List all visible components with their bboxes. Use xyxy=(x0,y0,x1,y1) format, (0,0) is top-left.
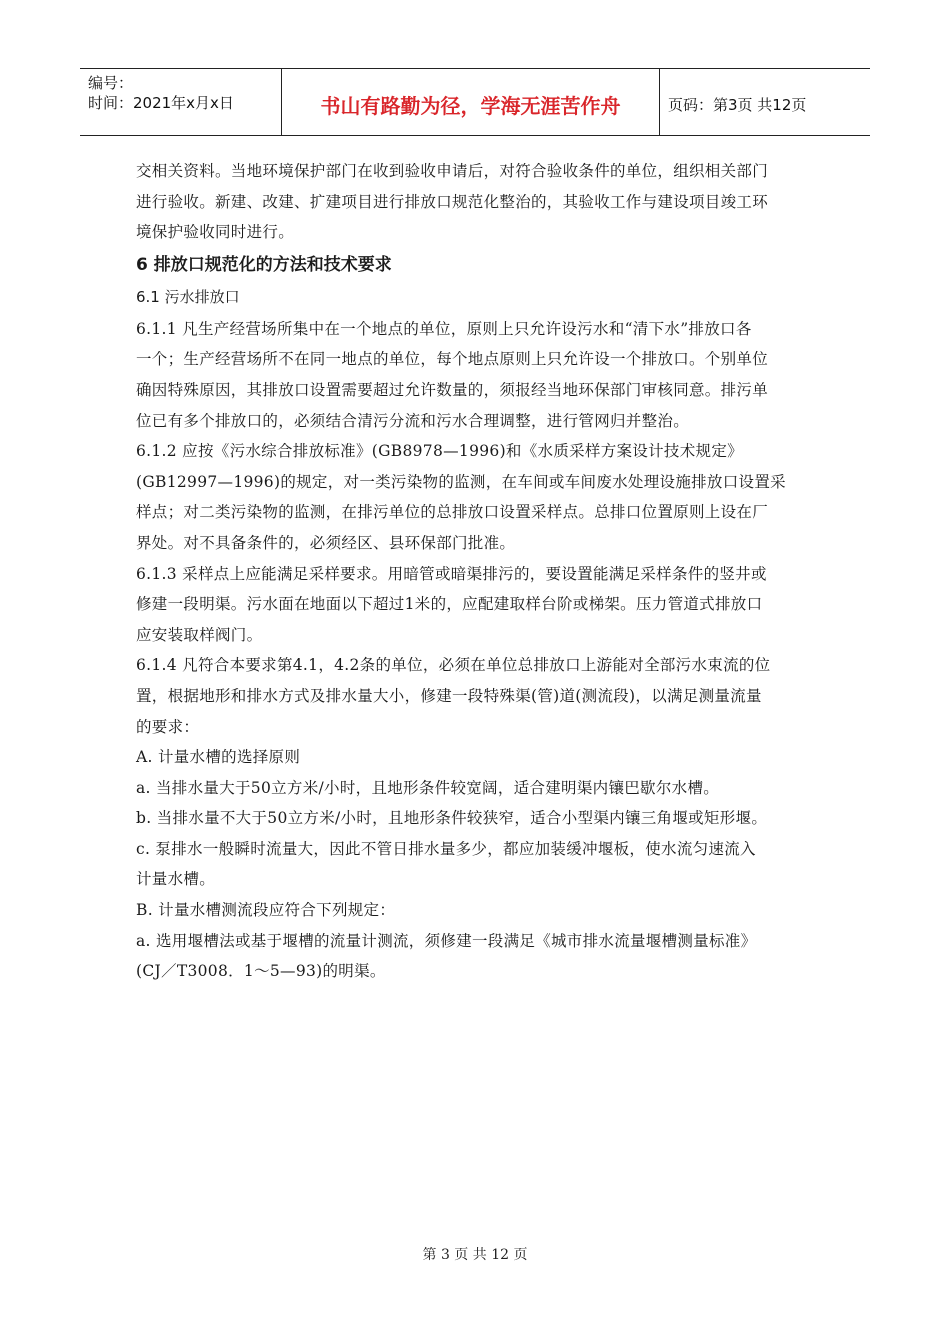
paragraph-line: 修建一段明渠。污水面在地面以下超过1米的，应配建取样台阶或梯架。压力管道式排放口 xyxy=(136,595,763,614)
body-line: 交相关资料。当地环境保护部门在收到验收申请后，对符合验收条件的单位，组织相关部门 xyxy=(136,162,769,180)
subsection-title: 6.1 污水排放口 xyxy=(136,287,240,306)
paragraph-line: (GB12997—1996)的规定，对一类污染物的监测，在车间或车间废水处理设施排放口设置采 xyxy=(136,472,786,491)
section-title: 6 排放口规范化的方法和技术要求 xyxy=(136,254,392,275)
body-line: 进行验收。新建、改建、扩建项目进行排放口规范化整治的，其验收工作与建设项目竣工环 xyxy=(136,192,769,211)
paragraph-line: 6.1.2 应按《污水综合排放标准》(GB8978—1996)和《水质采样方案设计技术规定》 xyxy=(136,442,743,461)
paragraph-line: 的要求： xyxy=(136,717,200,736)
paragraph-line: a. 选用堰槽法或基于堰槽的流量计测流，须修建一段满足《城市排水流量堰槽测量标准》 xyxy=(136,931,757,950)
header-motto: 书山有路勤为径，学海无涯苦作舟 xyxy=(282,69,660,135)
header-meta xyxy=(80,69,282,135)
page-header xyxy=(80,68,870,136)
header-page-label: 页码：第3页 共12页 xyxy=(668,95,807,114)
number-label: 编号： xyxy=(88,74,134,92)
paragraph-line: (CJ／T3008．1～5—93)的明渠。 xyxy=(136,962,386,981)
paragraph-line: 样点；对二类污染物的监测，在排污单位的总排放口设置采样点。总排口位置原则上设在厂 xyxy=(136,503,769,522)
paragraph-line: 界处。对不具备条件的，必须经区、县环保部门批准。 xyxy=(136,533,516,552)
date-label: 时间：2021年x月x日 xyxy=(88,94,234,112)
paragraph-line: 6.1.4 凡符合本要求第4.1，4.2条的单位，必须在单位总排放口上游能对全部污水束流的位 xyxy=(136,656,771,675)
document-body xyxy=(136,156,816,987)
paragraph-line: c. 泵排水一般瞬时流量大，因此不管日排水量多少，都应加装缓冲堰板，使水流匀速流入 xyxy=(136,839,756,858)
paragraph-line: 确因特殊原因，其排放口设置需要超过允许数量的，须报经当地环保部门审核同意。排污单 xyxy=(136,380,769,399)
paragraph-line: 6.1.3 采样点上应能满足采样要求。用暗管或暗渠排污的，要设置能满足采样条件的竖井或 xyxy=(136,564,767,583)
page-footer: 第 3 页 共 12 页 xyxy=(422,1247,528,1263)
paragraph-line: a. 当排水量大于50立方米/小时，且地形条件较宽阔，适合建明渠内镶巴歇尔水槽。 xyxy=(136,778,720,797)
paragraph-line: 置，根据地形和排水方式及排水量大小，修建一段特殊渠(管)道(测流段)，以满足测量流量 xyxy=(136,686,762,705)
paragraph-line: 计量水槽。 xyxy=(136,870,216,889)
paragraph-line: 位已有多个排放口的，必须结合清污分流和污水合理调整，进行管网归并整治。 xyxy=(136,411,690,430)
body-line: 境保护验收同时进行。 xyxy=(136,223,295,242)
paragraph-line: A. 计量水槽的选择原则 xyxy=(136,748,301,767)
paragraph-line: 6.1.1 凡生产经营场所集中在一个地点的单位，原则上只允许设污水和“清下水”排放口各 xyxy=(136,319,752,338)
paragraph-line: 应安装取样阀门。 xyxy=(136,625,263,644)
paragraph-line: B. 计量水槽测流段应符合下列规定： xyxy=(136,901,396,920)
paragraph-line: b. 当排水量不大于50立方米/小时，且地形条件较狭窄，适合小型渠内镶三角堰或矩形堰。 xyxy=(136,809,768,828)
paragraph-line: 一个；生产经营场所不在同一地点的单位，每个地点原则上只允许设一个排放口。个别单位 xyxy=(136,350,769,369)
